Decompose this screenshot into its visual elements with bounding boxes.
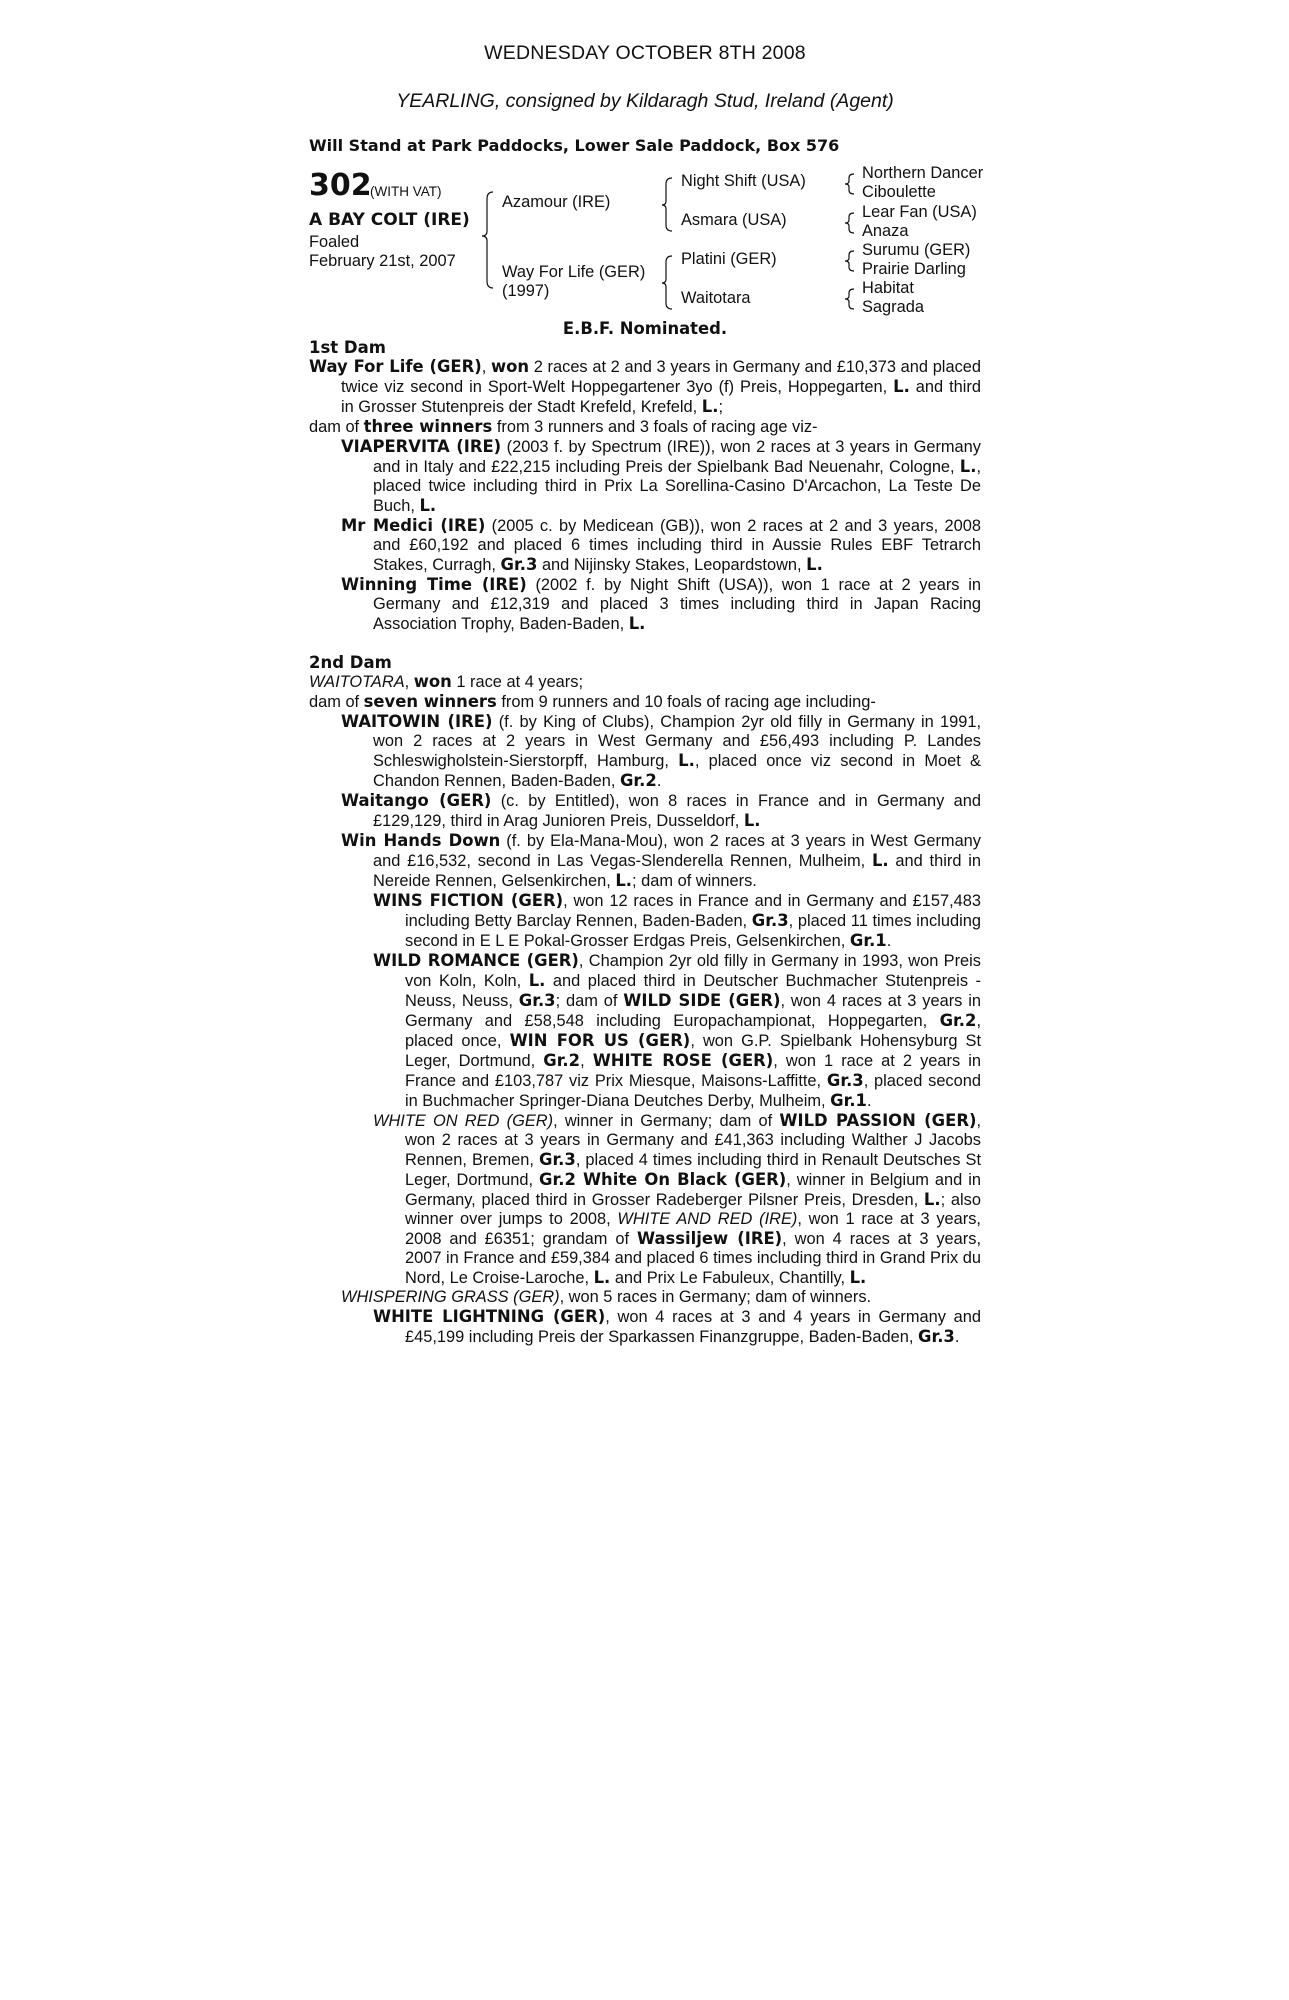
pedigree-sire: Azamour (IRE) bbox=[502, 193, 611, 211]
pedigree-sire-sire: Night Shift (USA) bbox=[681, 172, 806, 190]
pedigree-dam-dam: Waitotara bbox=[681, 289, 751, 307]
produce-summary: dam of seven winners from 9 runners and 10 foals of racing age including- bbox=[309, 692, 876, 711]
produce-entry: Mr Medici (IRE) (2005 c. by Medicean (GB)), won 2 races at 2 and 3 years, 2008 and £60,192 and placed 6 times including third in Aussie Rules EBF Tetrarch Stakes, Curragh, Gr.3 and Nijinsky Stakes, Leopardstown, L. bbox=[341, 516, 981, 574]
produce-entry: VIAPERVITA (IRE) (2003 f. by Spectrum (IRE)), won 2 races at 3 years in Germany and in Italy and £22,215 including Preis der Spielbank Bad Neuenahr, Cologne, L., placed twice including third in Prix La Sorellina-Casino D'Arcachon, La Teste De Buch, L. bbox=[341, 437, 981, 515]
first-dam-heading: 1st Dam bbox=[309, 338, 386, 357]
catalogue-page bbox=[309, 42, 984, 1347]
pedigree-dam-year: (1997) bbox=[502, 282, 550, 300]
pedigree-dds: Habitat bbox=[862, 279, 914, 297]
produce-summary: dam of three winners from 3 runners and 3 foals of racing age viz- bbox=[309, 417, 818, 436]
grand-produce-entry: WILD ROMANCE (GER), Champion 2yr old filly in Germany in 1993, won Preis von Koln, Koln, L. and placed third in Deutscher Buchmacher Stutenpreis - Neuss, Neuss, Gr.3; dam of WILD SIDE (GER), won 4 races at 3 years in Germany and £58,548 including Europachampionat, Hoppegarten, Gr.2, placed once, WIN FOR US (GER), won G.P. Spielbank Hohensyburg St Leger, Dortmund, Gr.2, WHITE ROSE (GER), won 1 race at 2 years in France and £103,787 viz Prix Miesque, Maisons-Laffitte, Gr.3, placed second in Buchmacher Springer-Diana Deutches Derby, Mulheim, Gr.1. bbox=[373, 951, 982, 1110]
dam-entry: Way For Life (GER), won 2 races at 2 and 3 years in Germany and £10,373 and placed twice viz second in Sport-Welt Hoppegartener 3yo (f) Preis, Hoppegarten, L. and third in Grosser Stutenpreis der Stadt Krefeld, Krefeld, L.; bbox=[309, 357, 981, 416]
produce-entry: Waitango (GER) (c. by Entitled), won 8 races in France and in Germany and £129,129, third in Arag Junioren Preis, Dusseldorf, L. bbox=[341, 791, 981, 830]
pedigree-dss: Surumu (GER) bbox=[862, 241, 971, 259]
dam-entry: WAITOTARA, won 1 race at 4 years; bbox=[309, 672, 584, 691]
pedigree-sds: Lear Fan (USA) bbox=[862, 203, 977, 221]
pedigree-dsd: Prairie Darling bbox=[862, 260, 966, 278]
pedigree-sire-dam: Asmara (USA) bbox=[681, 211, 787, 229]
pedigree-dam-sire: Platini (GER) bbox=[681, 250, 777, 268]
produce-entry: Win Hands Down (f. by Ela-Mana-Mou), won 2 races at 3 years in West Germany and £16,532, second in Las Vegas-Slenderella Rennen, Mulheim, L. and third in Nereide Rennen, Gelsenkirchen, L.; dam of winners. bbox=[341, 831, 981, 890]
second-dam-heading: 2nd Dam bbox=[309, 653, 392, 672]
produce-entry: WHISPERING GRASS (GER), won 5 races in Germany; dam of winners. bbox=[341, 1288, 872, 1306]
grand-produce-entry: WHITE LIGHTNING (GER), won 4 races at 3 and 4 years in Germany and £45,199 including Preis der Sparkassen Finanzgruppe, Baden-Baden, Gr.3. bbox=[373, 1307, 981, 1346]
ebf-nominated: E.B.F. Nominated. bbox=[562, 319, 728, 338]
stand-location: Will Stand at Park Paddocks, Lower Sale Paddock, Box 576 bbox=[309, 136, 840, 155]
pedigree-ddd: Sagrada bbox=[862, 298, 924, 316]
lot-number: 302 bbox=[309, 168, 372, 203]
consignor-line: YEARLING, consigned by Kildaragh Stud, Ireland (Agent) bbox=[396, 90, 894, 112]
pedigree-ssd: Ciboulette bbox=[862, 183, 936, 201]
foaled-label: Foaled bbox=[309, 233, 360, 251]
pedigree-dam: Way For Life (GER) bbox=[502, 263, 646, 281]
vat-note: (WITH VAT) bbox=[370, 184, 442, 199]
sale-date: WEDNESDAY OCTOBER 8TH 2008 bbox=[484, 42, 806, 64]
pedigree-sss: Northern Dancer bbox=[862, 164, 984, 182]
foaled-date: February 21st, 2007 bbox=[309, 252, 456, 270]
produce-entry: Winning Time (IRE) (2002 f. by Night Shift (USA)), won 1 race at 2 years in Germany and £12,319 and placed 3 times including third in Japan Racing Association Trophy, Baden-Baden, L. bbox=[341, 575, 981, 633]
horse-name: A BAY COLT (IRE) bbox=[309, 210, 470, 230]
pedigree-block bbox=[309, 164, 984, 316]
grand-produce-entry: WINS FICTION (GER), won 12 races in France and in Germany and £157,483 including Betty Barclay Rennen, Baden-Baden, Gr.3, placed 11 times including second in E L E Pokal-Grosser Erdgas Preis, Gelsenkirchen, Gr.1. bbox=[373, 891, 981, 950]
pedigree-sdd: Anaza bbox=[862, 222, 909, 240]
grand-produce-entry: WHITE ON RED (GER), winner in Germany; dam of WILD PASSION (GER), won 2 races at 3 years in Germany and £41,363 including Walther J Jacobs Rennen, Bremen, Gr.3, placed 4 times including third in Renault Deutsches St Leger, Dortmund, Gr.2 White On Black (GER), winner in Belgium and in Germany, placed third in Grosser Radeberger Pilsner Preis, Dresden, L.; also winner over jumps to 2008, WHITE AND RED (IRE), won 1 race at 3 years, 2008 and £6351; grandam of Wassiljew (IRE), won 4 races at 3 years, 2007 in France and £59,384 and placed 6 times including third in Grand Prix du Nord, Le Croise-Laroche, L. and Prix Le Fabuleux, Chantilly, L. bbox=[373, 1111, 981, 1287]
produce-entry: WAITOWIN (IRE) (f. by King of Clubs), Champion 2yr old filly in Germany in 1991, won 2 races at 2 years in West Germany and £56,493 including P. Landes Schleswigholstein-Sierstorpff, Hamburg, L., placed once viz second in Moet & Chandon Rennen, Baden-Baden, Gr.2. bbox=[341, 712, 981, 790]
